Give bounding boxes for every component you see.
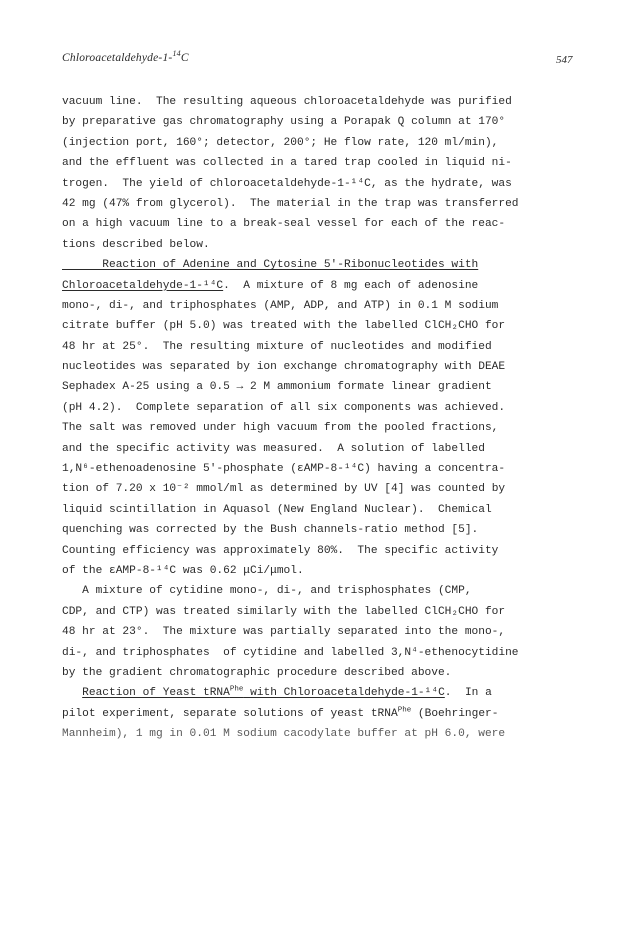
text-line: 48 hr at 23°. The mixture was partially separated into the mono-, — [62, 626, 506, 639]
text-line — [62, 276, 567, 296]
text-line: Sephadex A-25 using a 0.5 → 2 M ammonium formate linear gradient — [62, 381, 492, 394]
text-line: quenching was corrected by the Bush channels-ratio method [5]. — [62, 524, 479, 537]
text-line: di-, and triphosphates of cytidine and labelled 3,N⁴-ethenocytidine — [62, 646, 519, 659]
running-head-title: Chloroacetaldehyde-1- — [62, 52, 173, 64]
section-heading-part: with Chloroacetaldehyde-1-¹⁴C — [243, 687, 445, 700]
running-head-isotope: 14 — [172, 49, 181, 59]
section-heading — [82, 687, 445, 699]
text-line: trogen. The yield of chloroacetaldehyde-1-¹⁴C, as the hydrate, was — [62, 177, 512, 190]
page-number: 547 — [556, 54, 573, 66]
text-segment: . A mixture of 8 mg each of adenosine — [223, 279, 479, 292]
section-heading-continuation: Chloroacetaldehyde-1-¹⁴C — [62, 279, 224, 292]
running-head — [62, 49, 189, 64]
text-segment: . In a — [444, 687, 492, 700]
section-heading-line: Reaction of Adenine and Cytosine 5'-Ribonucleotides with — [62, 259, 479, 272]
text-line: vacuum line. The resulting aqueous chloroacetaldehyde was purified — [62, 96, 512, 108]
text-line: 1,N⁶-ethenoadenosine 5'-phosphate (εAMP-8-¹⁴C) having a concentra- — [62, 463, 506, 476]
trna-superscript: Phe — [229, 685, 244, 694]
text-line: tions described below. — [62, 238, 210, 251]
indent — [62, 687, 82, 699]
text-line: tion of 7.20 x 10⁻² mmol/ml as determined by UV [4] was counted by — [62, 483, 506, 496]
text-line: (injection port, 160°; detector, 200°; He flow rate, 120 ml/min), — [62, 136, 499, 149]
text-line: of the εAMP-8-¹⁴C was 0.62 μCi/μmol. — [62, 564, 304, 577]
text-segment: (Boehringer- — [411, 707, 499, 720]
document-body — [62, 92, 567, 745]
text-line: and the specific activity was measured. A solution of labelled — [62, 442, 485, 455]
text-line: Counting efficiency was approximately 80%. The specific activity — [62, 544, 499, 557]
text-line: by preparative gas chromatography using a Porapak Q column at 170° — [62, 116, 506, 129]
text-line: The salt was removed under high vacuum from the pooled fractions, — [62, 422, 499, 435]
text-line: CDP, and CTP) was treated similarly with the labelled ClCH₂CHO for — [62, 605, 506, 618]
text-line: (pH 4.2). Complete separation of all six components was achieved. — [62, 401, 506, 414]
text-line: on a high vacuum line to a break-seal vessel for each of the reac- — [62, 218, 506, 231]
text-line: 48 hr at 25°. The resulting mixture of nucleotides and modified — [62, 340, 492, 353]
text-line: mono-, di-, and triphosphates (AMP, ADP, and ATP) in 0.1 M sodium — [62, 299, 499, 312]
section-heading-part: Reaction of Yeast tRNA — [82, 687, 230, 700]
text-line — [62, 683, 567, 703]
trna-superscript: Phe — [397, 705, 412, 714]
text-line: 42 mg (47% from glycerol). The material in the trap was transferred — [62, 197, 519, 210]
text-line — [62, 704, 567, 724]
text-line: by the gradient chromatographic procedure described above. — [62, 666, 452, 679]
text-line: liquid scintillation in Aquasol (New England Nuclear). Chemical — [62, 503, 492, 516]
text-line: and the effluent was collected in a tared trap cooled in liquid ni- — [62, 157, 512, 170]
running-head-element: C — [180, 52, 189, 64]
text-line: citrate buffer (pH 5.0) was treated with the labelled ClCH₂CHO for — [62, 320, 506, 333]
text-line: Mannheim), 1 mg in 0.01 M sodium cacodylate buffer at pH 6.0, were — [62, 728, 506, 741]
text-line: A mixture of cytidine mono-, di-, and trisphosphates (CMP, — [62, 585, 472, 598]
text-segment: pilot experiment, separate solutions of yeast tRNA — [62, 707, 398, 720]
text-line: nucleotides was separated by ion exchange chromatography with DEAE — [62, 361, 506, 374]
